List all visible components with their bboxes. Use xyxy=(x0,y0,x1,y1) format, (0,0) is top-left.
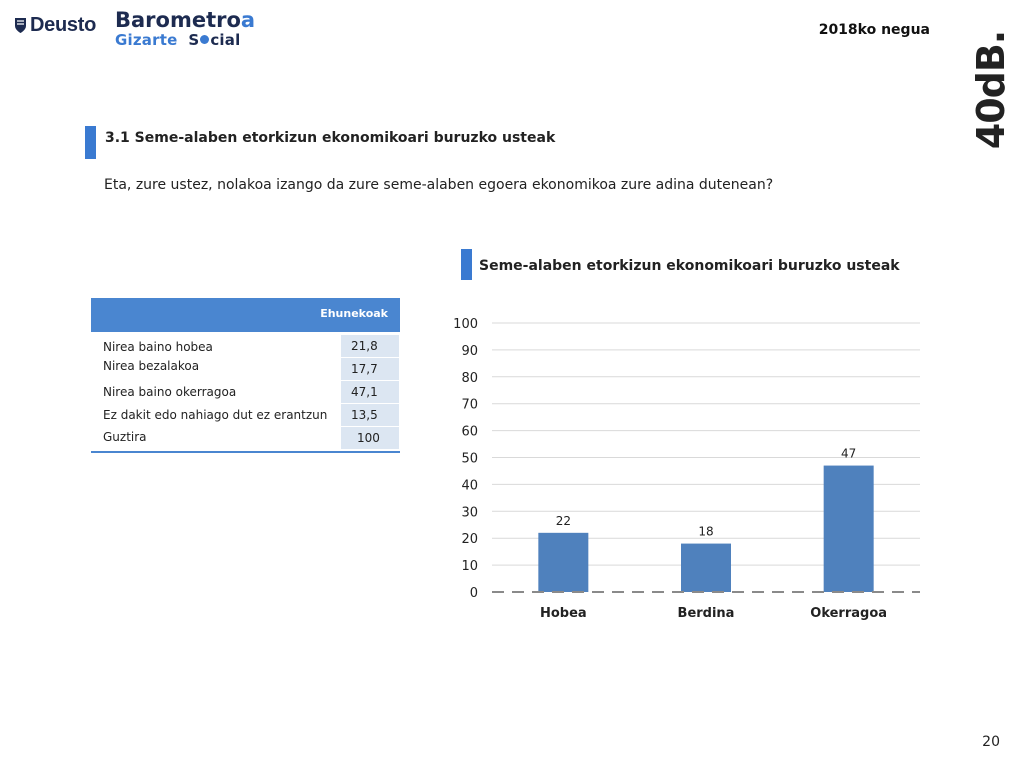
deusto-logo-text: Deusto xyxy=(30,14,96,36)
row-label: Guztira xyxy=(103,430,147,444)
table-row xyxy=(91,358,400,381)
y-tick-label: 80 xyxy=(461,370,478,386)
table-header xyxy=(91,298,400,332)
row-value: 21,8 xyxy=(341,335,399,357)
chart-data-labels xyxy=(556,447,857,539)
bar-hobea xyxy=(538,533,588,592)
brand-logo-text: 40dB. xyxy=(969,30,1014,150)
table-row xyxy=(91,427,400,450)
y-tick-label: 40 xyxy=(461,478,478,494)
row-value: 13,5 xyxy=(341,404,399,426)
page-number: 20 xyxy=(982,734,1000,750)
y-tick-label: 20 xyxy=(461,532,478,548)
barometer-title: Barometroa xyxy=(115,8,256,32)
chart-accent-bar xyxy=(461,249,472,280)
data-label: 18 xyxy=(698,524,714,539)
table-bottom-rule xyxy=(91,451,400,453)
table-row xyxy=(91,404,400,427)
row-label: Nirea bezalakoa xyxy=(103,359,200,373)
table-row xyxy=(91,335,400,358)
row-label: Nirea baino okerragoa xyxy=(103,385,237,399)
bar-chart xyxy=(440,300,940,630)
data-label: 22 xyxy=(555,513,571,528)
row-value: 17,7 xyxy=(341,358,399,380)
bar-okerragoa xyxy=(824,466,874,592)
y-tick-label: 10 xyxy=(461,559,478,575)
row-value: 47,1 xyxy=(341,381,399,403)
row-label: Ez dakit edo nahiago dut ez erantzun xyxy=(103,408,328,422)
x-tick-label: Hobea xyxy=(539,606,587,621)
table-header-label: Ehunekoak xyxy=(320,307,388,320)
data-label: 47 xyxy=(841,446,857,461)
x-tick-label: Berdina xyxy=(677,606,735,621)
deusto-shield-icon xyxy=(14,17,27,34)
y-tick-label: 100 xyxy=(453,317,478,332)
chart-title: Seme-alaben etorkizun ekonomikoari buruzko usteak xyxy=(479,258,900,274)
deusto-logo xyxy=(14,14,96,37)
bar-berdina xyxy=(681,544,731,592)
y-tick-label: 90 xyxy=(461,343,478,359)
section-accent-bar xyxy=(85,126,96,159)
y-tick-label: 70 xyxy=(461,397,478,413)
y-tick-label: 60 xyxy=(461,424,478,440)
survey-question: Eta, zure ustez, nolakoa izango da zure seme-alaben egoera ekonomikoa zure adina dutenean? xyxy=(104,177,774,193)
y-tick-label: 30 xyxy=(461,505,478,521)
dot-icon xyxy=(200,35,209,44)
row-value: 100 xyxy=(341,427,399,449)
chart-y-ticks xyxy=(453,317,478,601)
percent-table xyxy=(91,298,400,453)
barometer-logo xyxy=(115,10,255,48)
season-label: 2018ko negua xyxy=(818,22,930,38)
table-row xyxy=(91,381,400,404)
chart-x-ticks xyxy=(540,606,887,621)
brand-logo xyxy=(962,30,1014,150)
x-tick-label: Okerragoa xyxy=(810,606,888,621)
barometer-subtitle: Gizarte S cial xyxy=(115,31,241,49)
y-tick-label: 50 xyxy=(461,451,478,467)
section-title: 3.1 Seme-alaben etorkizun ekonomikoari buruzko usteak xyxy=(105,130,556,146)
row-label: Nirea baino hobea xyxy=(103,340,213,354)
y-tick-label: 0 xyxy=(469,586,478,601)
